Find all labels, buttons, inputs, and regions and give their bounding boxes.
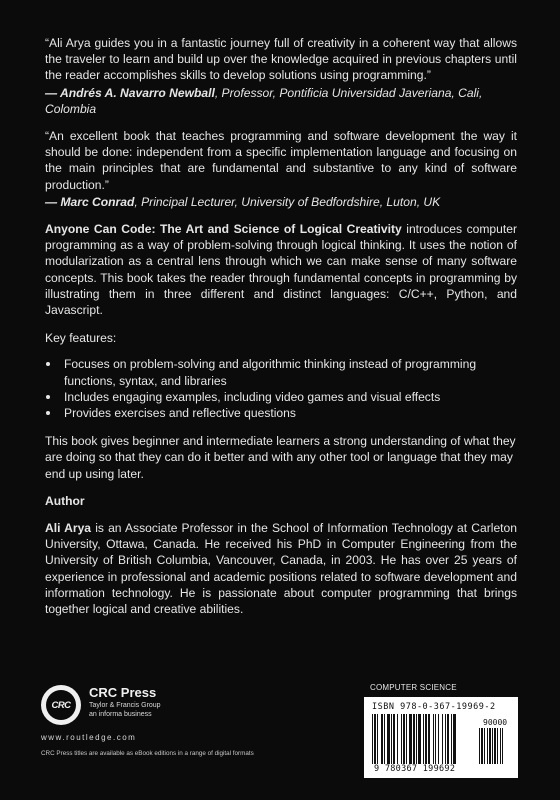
- feature-text: Includes engaging examples, including video games and visual effects: [64, 389, 441, 404]
- bullet-icon: [46, 395, 50, 399]
- price-code: 90000: [483, 718, 508, 727]
- publisher-group: [89, 702, 161, 719]
- author-heading: Author: [45, 493, 85, 508]
- author-name: Ali Arya: [45, 521, 92, 536]
- isbn-text: ISBN 978-0-367-19969-2: [372, 702, 496, 712]
- quote-2: “An excellent book that teaches programming and software development the way it should be done: independent from a specific implementation language and focusing on the main principles that are fundamental and substantive to any kind of software production.”: [45, 129, 517, 192]
- feature-text: Provides exercises and reflective questions: [64, 406, 296, 421]
- quote-1-affiliation: , Professor, Pontificia Universidad Javeriana, Cali, Colombia: [45, 85, 483, 116]
- quote-2-affiliation: , Principal Lecturer, University of Bedfordshire, Luton, UK: [134, 194, 441, 209]
- description-text: introduces computer programming as a way of problem-solving through logical thinking. It uses the notion of modularization as a central lens through which we can make sense of many software concepts. This book takes the reader through fundamental concepts in programming by illustrating them in three different and distinct languages: C/C++, Python, and Javascript.: [45, 222, 517, 318]
- barcode-box: [364, 697, 518, 778]
- book-title: Anyone Can Code: The Art and Science of Logical Creativity: [45, 222, 402, 237]
- ebook-note: CRC Press titles are available as eBook editions in a range of digital formats: [41, 750, 254, 757]
- crc-logo-text: CRC: [46, 690, 76, 720]
- publisher-line-1: Taylor & Francis Group: [89, 702, 161, 709]
- ean-text: 9 780367 199692: [374, 764, 456, 774]
- publisher-logo: [41, 683, 181, 747]
- list-item: [45, 356, 517, 388]
- barcode-icon: [372, 714, 476, 764]
- quote-2-attribution: [45, 194, 517, 210]
- quote-1-attribution: [45, 85, 517, 117]
- list-item: [45, 405, 517, 421]
- publisher-name: CRC Press: [89, 685, 157, 700]
- bullet-icon: [46, 362, 50, 366]
- quote-1-author: — Andrés A. Navarro Newball: [45, 85, 215, 100]
- book-description: [45, 221, 517, 318]
- key-features-list: [45, 356, 517, 421]
- publisher-website: www.routledge.com: [41, 733, 137, 742]
- key-features-heading: Key features:: [45, 331, 117, 346]
- author-bio-text: is an Associate Professor in the School of Information Technology at Carleton University, Ottawa, Canada. He received his PhD in Computer Engineering from the University of British Columbia, Vancouver, Canada, in 2003. He has over 25 years of experience in professional and academic positions related to software development and information technology. He is passionate about computer programming that brings together logical and creative abilities.: [45, 521, 517, 617]
- price-barcode-icon: [479, 728, 511, 764]
- publisher-line-2: an informa business: [89, 710, 152, 718]
- audience-text: This book gives beginner and intermediate learners a strong understanding of what they are doing so that they can do it better and with any other tool or language that they may end up using later.: [45, 434, 516, 481]
- feature-text: Focuses on problem-solving and algorithmic thinking instead of programming functions, syntax, and libraries: [64, 357, 477, 388]
- quote-1: “Ali Arya guides you in a fantastic journey full of creativity in a coherent way that allows the traveler to learn and build up over the knowledge acquired in previous chapters until the reader accomplishes skills to develop solutions using programming.”: [45, 36, 517, 83]
- back-cover-text: [45, 35, 517, 617]
- bullet-icon: [46, 411, 50, 415]
- quote-2-author: — Marc Conrad: [45, 194, 135, 209]
- subject-label: COMPUTER SCIENCE: [370, 683, 457, 692]
- crc-logo-icon: [41, 685, 81, 725]
- author-bio: [45, 520, 517, 617]
- list-item: [45, 389, 517, 405]
